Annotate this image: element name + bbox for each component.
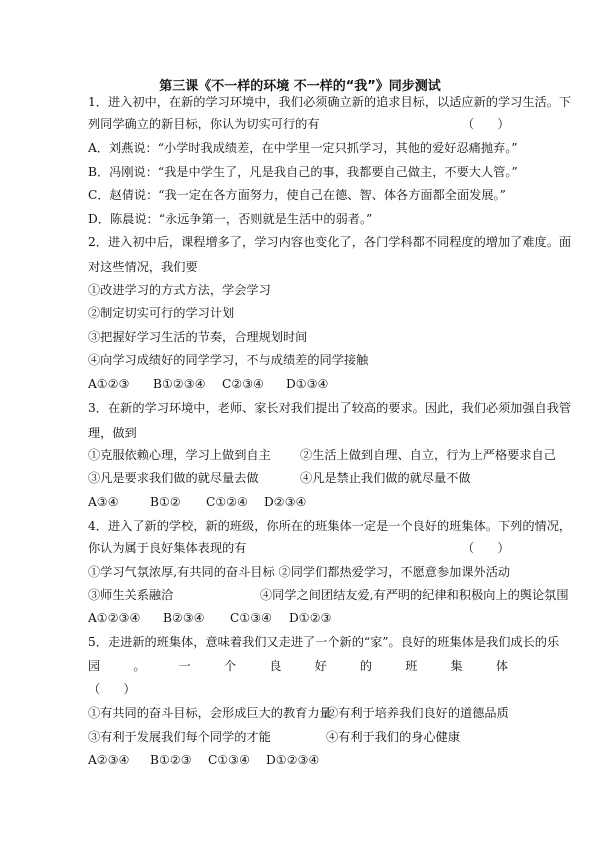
q5-answer-d: D①②③④ <box>266 753 320 767</box>
q3-answer-c: C①②④ <box>206 495 249 509</box>
q5-answer-b: B①②③ <box>150 753 192 767</box>
q4-item-4: ④同学之间团结友爱,有严明的纪律和积极向上的舆论氛围 <box>260 588 569 602</box>
q3-answer-b: B①② <box>150 495 181 509</box>
q5-char: 班 <box>405 659 418 673</box>
q5-stem-line1: 5．走进新的班集体，意味着我们又走进了一个新的“家”。良好的班集体是我们成长的乐 <box>88 635 560 649</box>
q2-item-1: ①改进学习的方式方法，学会学习 <box>88 283 271 297</box>
q2-answer-a: A①②③ <box>88 377 130 391</box>
q4-answer-d: D①②③ <box>289 611 332 625</box>
q3-item-3: ③凡是要求我们做的就尽量去做 <box>88 471 259 485</box>
q5-char: 的 <box>359 659 373 673</box>
q5-answer-bracket: （ ） <box>88 682 136 696</box>
q4-answer-a: A①②③④ <box>88 611 141 625</box>
q5-char: 体 <box>495 659 508 673</box>
q5-char: 。 <box>133 659 146 673</box>
q5-answer-a: A②③④ <box>88 753 130 767</box>
q5-char: 园 <box>88 659 101 673</box>
q5-char: 个 <box>223 659 237 673</box>
q1-option-c: C．赵倩说：“我一定在各方面努力，使自己在德、智、体各方面都全面发展。” <box>88 188 506 202</box>
q1-stem-line2: 列同学确立的新目标，你认为切实可行的有 <box>88 117 320 131</box>
q2-answer-c: C②③④ <box>222 377 265 391</box>
q5-char: 集 <box>450 659 463 673</box>
q3-answer-a: A③④ <box>88 495 119 509</box>
q5-item-1: ①有共同的奋斗目标，会形成巨大的教育力量 <box>88 706 332 720</box>
q5-item-3: ③有利于发展我们每个同学的才能 <box>88 730 271 744</box>
q2-stem-line2: 对这些情况，我们要 <box>88 260 198 274</box>
q5-answer-c: C①③④ <box>208 753 251 767</box>
q3-answer-d: D②③④ <box>264 495 307 509</box>
q1-option-a: A．刘燕说：“小学时我成绩差，在中学里一定只抓学习，其他的爱好忍痛抛弃。” <box>88 141 518 155</box>
q4-item-1-2: ①学习气氛浓厚,有共同的奋斗目标 ②同学们都热爱学习，不愿意参加课外活动 <box>88 565 511 579</box>
q1-option-d: D．陈晨说：“永远争第一，否则就是生活中的弱者。” <box>88 212 373 226</box>
q5-item-2: ②有利于培养我们良好的道德品质 <box>326 706 509 720</box>
q5-char: 一 <box>178 659 191 673</box>
q5-char: 良 <box>269 659 282 673</box>
q1-answer-bracket: （ ） <box>462 117 510 131</box>
q4-answer-bracket: （ ） <box>462 541 510 555</box>
q4-stem-line1: 4．进入了新的学校，新的班级，你所在的班集体一定是一个良好的班集体。下列的情况， <box>88 519 572 533</box>
q3-item-2: ②生活上做到自理、自立，行为上严格要求自己 <box>300 448 556 462</box>
q3-stem-line2: 理，做到 <box>88 426 137 440</box>
q2-item-3: ③把握好学习生活的节奏，合理规划时间 <box>88 330 308 344</box>
q1-stem-line1: 1．进入初中，在新的学习环境中，我们必须确立新的追求目标，以适应新的学习生活。下 <box>88 95 572 109</box>
q1-option-b: B．冯刚说：“我是中学生了，凡是我自己的事，我都要自己做主，不要大人管。” <box>88 165 518 179</box>
q2-answer-d: D①③④ <box>286 377 329 391</box>
q5-stem-line2 <box>88 660 508 672</box>
q3-item-4: ④凡是禁止我们做的就尽量不做 <box>300 471 471 485</box>
q4-answer-b: B②③④ <box>163 611 205 625</box>
q5-item-4: ④有利于我们的身心健康 <box>326 730 461 744</box>
q4-answer-c: C①③④ <box>230 611 273 625</box>
q2-stem-line1: 2．进入初中后，课程增多了，学习内容也变化了，各门学科都不同程度的增加了难度。面 <box>88 235 572 249</box>
page-title: 第三课《不一样的环境 不一样的“我”》同步测试 <box>159 79 441 94</box>
q2-item-4: ④向学习成绩好的同学学习，不与成绩差的同学接触 <box>88 353 369 367</box>
q5-char: 好 <box>314 659 327 673</box>
q2-item-2: ②制定切实可行的学习计划 <box>88 306 235 320</box>
q3-stem-line1: 3．在新的学习环境中，老师、家长对我们提出了较高的要求。因此，我们必须加强自我管 <box>88 401 572 415</box>
q4-item-3: ③师生关系融洽 <box>88 588 174 602</box>
q3-item-1: ①克服依赖心理，学习上做到自主 <box>88 448 271 462</box>
q2-answer-b: B①②③④ <box>153 377 206 391</box>
q4-stem-line2: 你认为属于良好集体表现的有 <box>88 541 247 555</box>
